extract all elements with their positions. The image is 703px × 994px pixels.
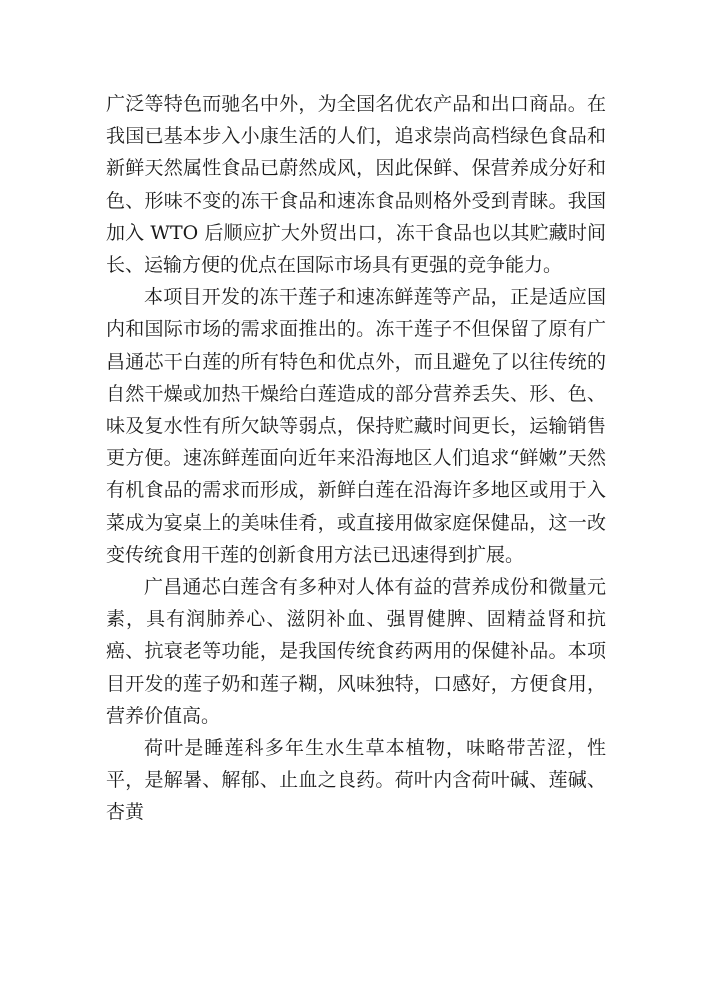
paragraph-4: 荷叶是睡莲科多年生水生草本植物，味略带苦涩，性平，是解暑、解郁、止血之良药。荷叶内含荷叶碱、莲碱、杏黄: [106, 737, 606, 824]
paragraph-2: 本项目开发的冻干莲子和速冻鲜莲等产品，正是适应国内和国际市场的需求面推出的。冻干莲子不但保留了原有广昌通芯干白莲的所有特色和优点外，而且避免了以往传统的自然干燥或加热干燥给白莲造成的部分营养丢失、形、色、味及复水性有所欠缺等弱点，保持贮藏时间更长，运输销售更方便。速冻鲜莲面向近年来沿海地区人们追求“鲜嫩”天然有机食品的需求而形成，新鲜白莲在沿海许多地区或用于入菜成为宴桌上的美味佳肴，或直接用做家庭保健品，这一改变传统食用干莲的创新食用方法已迅速得到扩展。: [106, 286, 606, 566]
body-text: [106, 88, 606, 829]
paragraph-3: 广昌通芯白莲含有多种对人体有益的营养成份和微量元素，具有润肺养心、滋阴补血、强胃健脾、固精益肾和抗癌、抗衰老等功能，是我国传统食药两用的保健补品。本项目开发的莲子奶和莲子糊，风味独特，口感好，方便食用，营养价值高。: [106, 576, 606, 727]
paragraph-1: 广泛等特色而驰名中外，为全国名优农产品和出口商品。在我国已基本步入小康生活的人们，追求崇尚高档绿色食品和新鲜天然属性食品已蔚然成风，因此保鲜、保营养成分好和色、形味不变的冻干食品和速冻食品则格外受到青睐。我国加入 WTO 后顺应扩大外贸出口，冻干食品也以其贮藏时间长、运输方便的优点在国际市场具有更强的竞争能力。: [106, 93, 606, 277]
